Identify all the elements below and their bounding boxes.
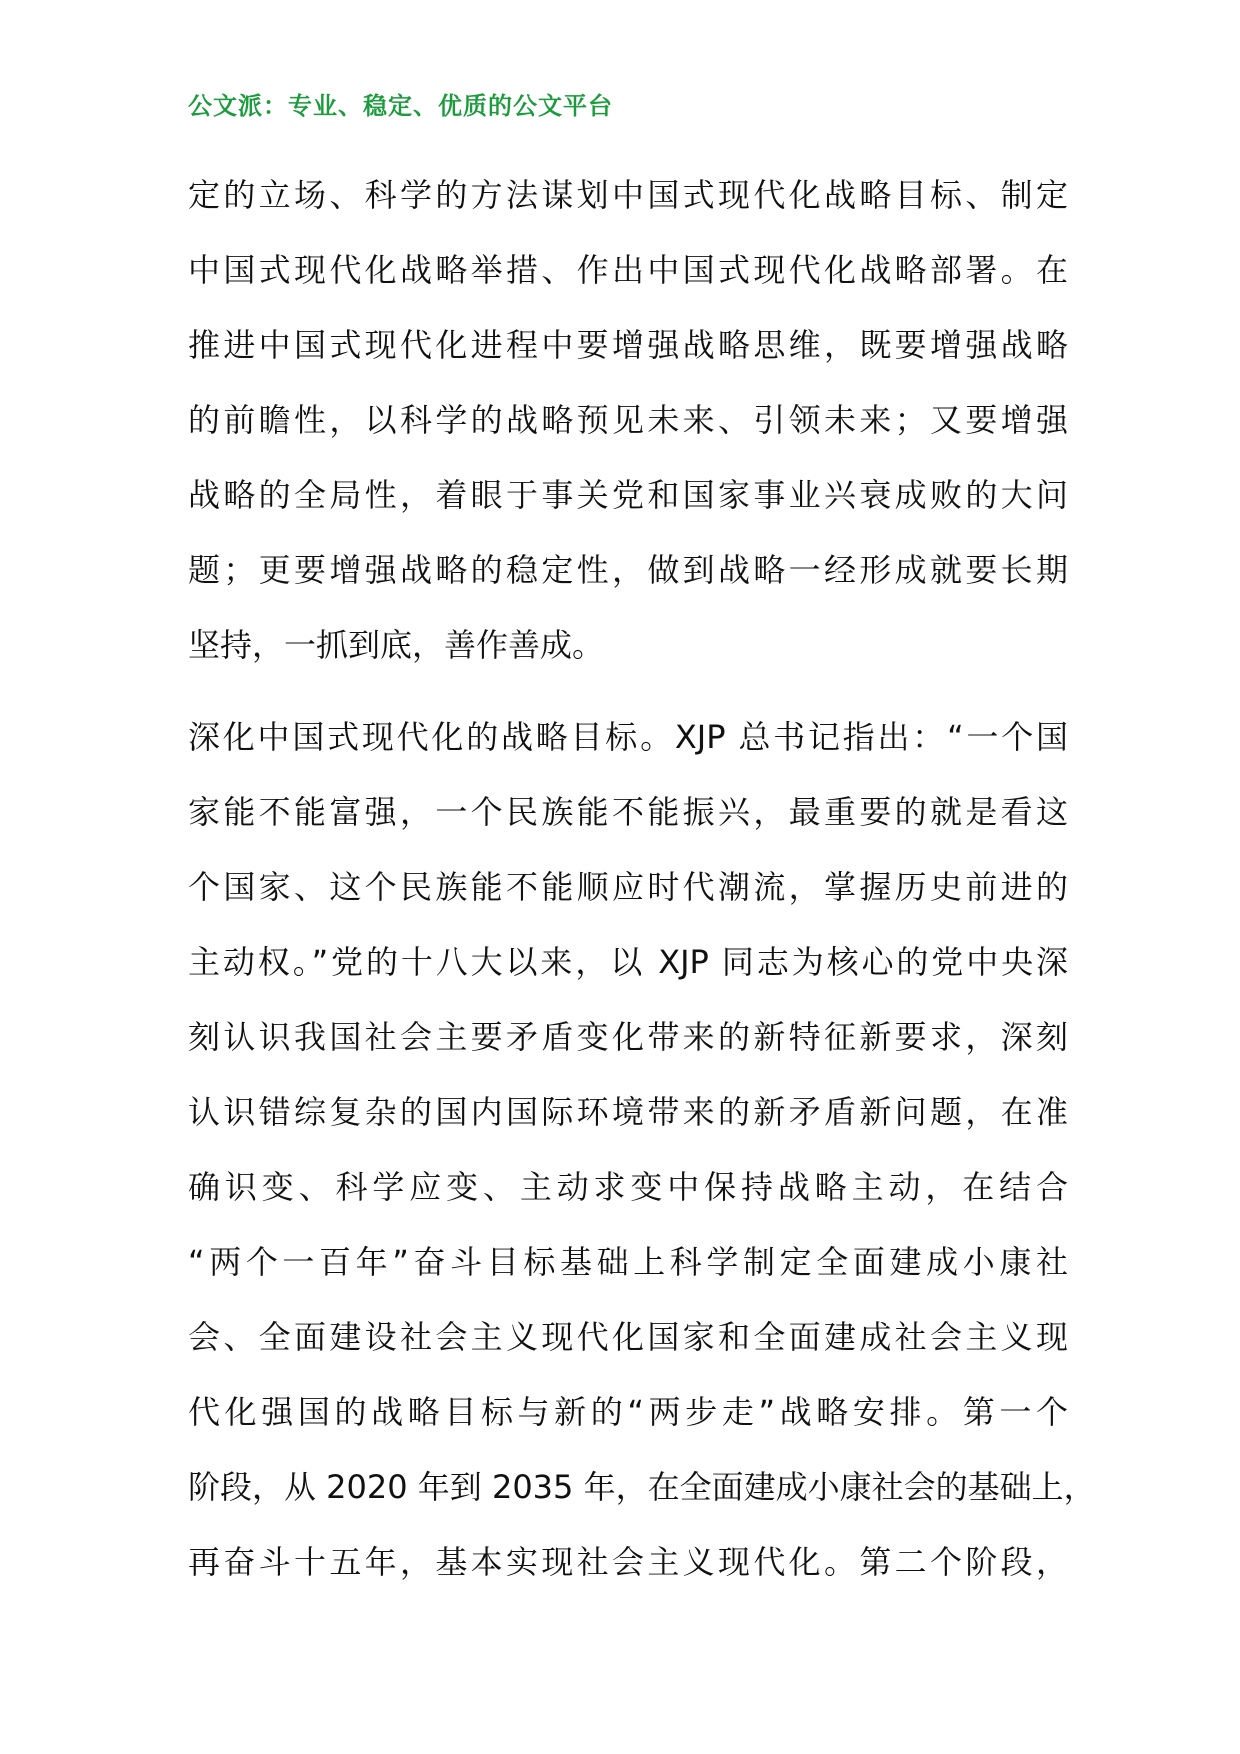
text-line: “两个一百年”奋斗目标基础上科学制定全面建成小康社 [188, 1243, 1068, 1281]
text-line: 推进中国式现代化进程中要增强战略思维，既要增强战略 [188, 326, 1068, 364]
text-line: 认识错综复杂的国内国际环境带来的新矛盾新问题，在准 [188, 1093, 1068, 1131]
text-line: 家能不能富强，一个民族能不能振兴，最重要的就是看这 [188, 793, 1068, 831]
page-header: 公文派：专业、稳定、优质的公文平台 [188, 91, 613, 120]
text-line: 确识变、科学应变、主动求变中保持战略主动，在结合 [188, 1168, 1068, 1206]
text-line: 个国家、这个民族能不能顺应时代潮流，掌握历史前进的 [188, 868, 1068, 906]
text-line: 代化强国的战略目标与新的“两步走”战略安排。第一个 [188, 1393, 1068, 1431]
text-line: 坚持，一抓到底，善作善成。 [188, 626, 605, 664]
text-line: 题；更要增强战略的稳定性，做到战略一经形成就要长期 [188, 551, 1068, 589]
text-line: 再奋斗十五年，基本实现社会主义现代化。第二个阶段， [188, 1543, 1068, 1581]
text-line: 深化中国式现代化的战略目标。XJP 总书记指出：“一个国 [188, 718, 1068, 756]
paragraph-2 [188, 700, 1096, 1600]
text-line: 战略的全局性，着眼于事关党和国家事业兴衰成败的大问 [188, 476, 1068, 514]
text-line: 中国式现代化战略举措、作出中国式现代化战略部署。在 [188, 251, 1068, 289]
text-line: 阶段，从 2020 年到 2035 年，在全面建成小康社会的基础上， [188, 1468, 1096, 1506]
paragraph-1 [188, 158, 1068, 683]
text-line: 会、全面建设社会主义现代化国家和全面建成社会主义现 [188, 1318, 1068, 1356]
text-line: 的前瞻性，以科学的战略预见未来、引领未来；又要增强 [188, 401, 1068, 439]
text-line: 定的立场、科学的方法谋划中国式现代化战略目标、制定 [188, 176, 1068, 214]
text-line: 刻认识我国社会主要矛盾变化带来的新特征新要求，深刻 [188, 1018, 1068, 1056]
text-line: 主动权。”党的十八大以来，以 XJP 同志为核心的党中央深 [188, 943, 1068, 981]
